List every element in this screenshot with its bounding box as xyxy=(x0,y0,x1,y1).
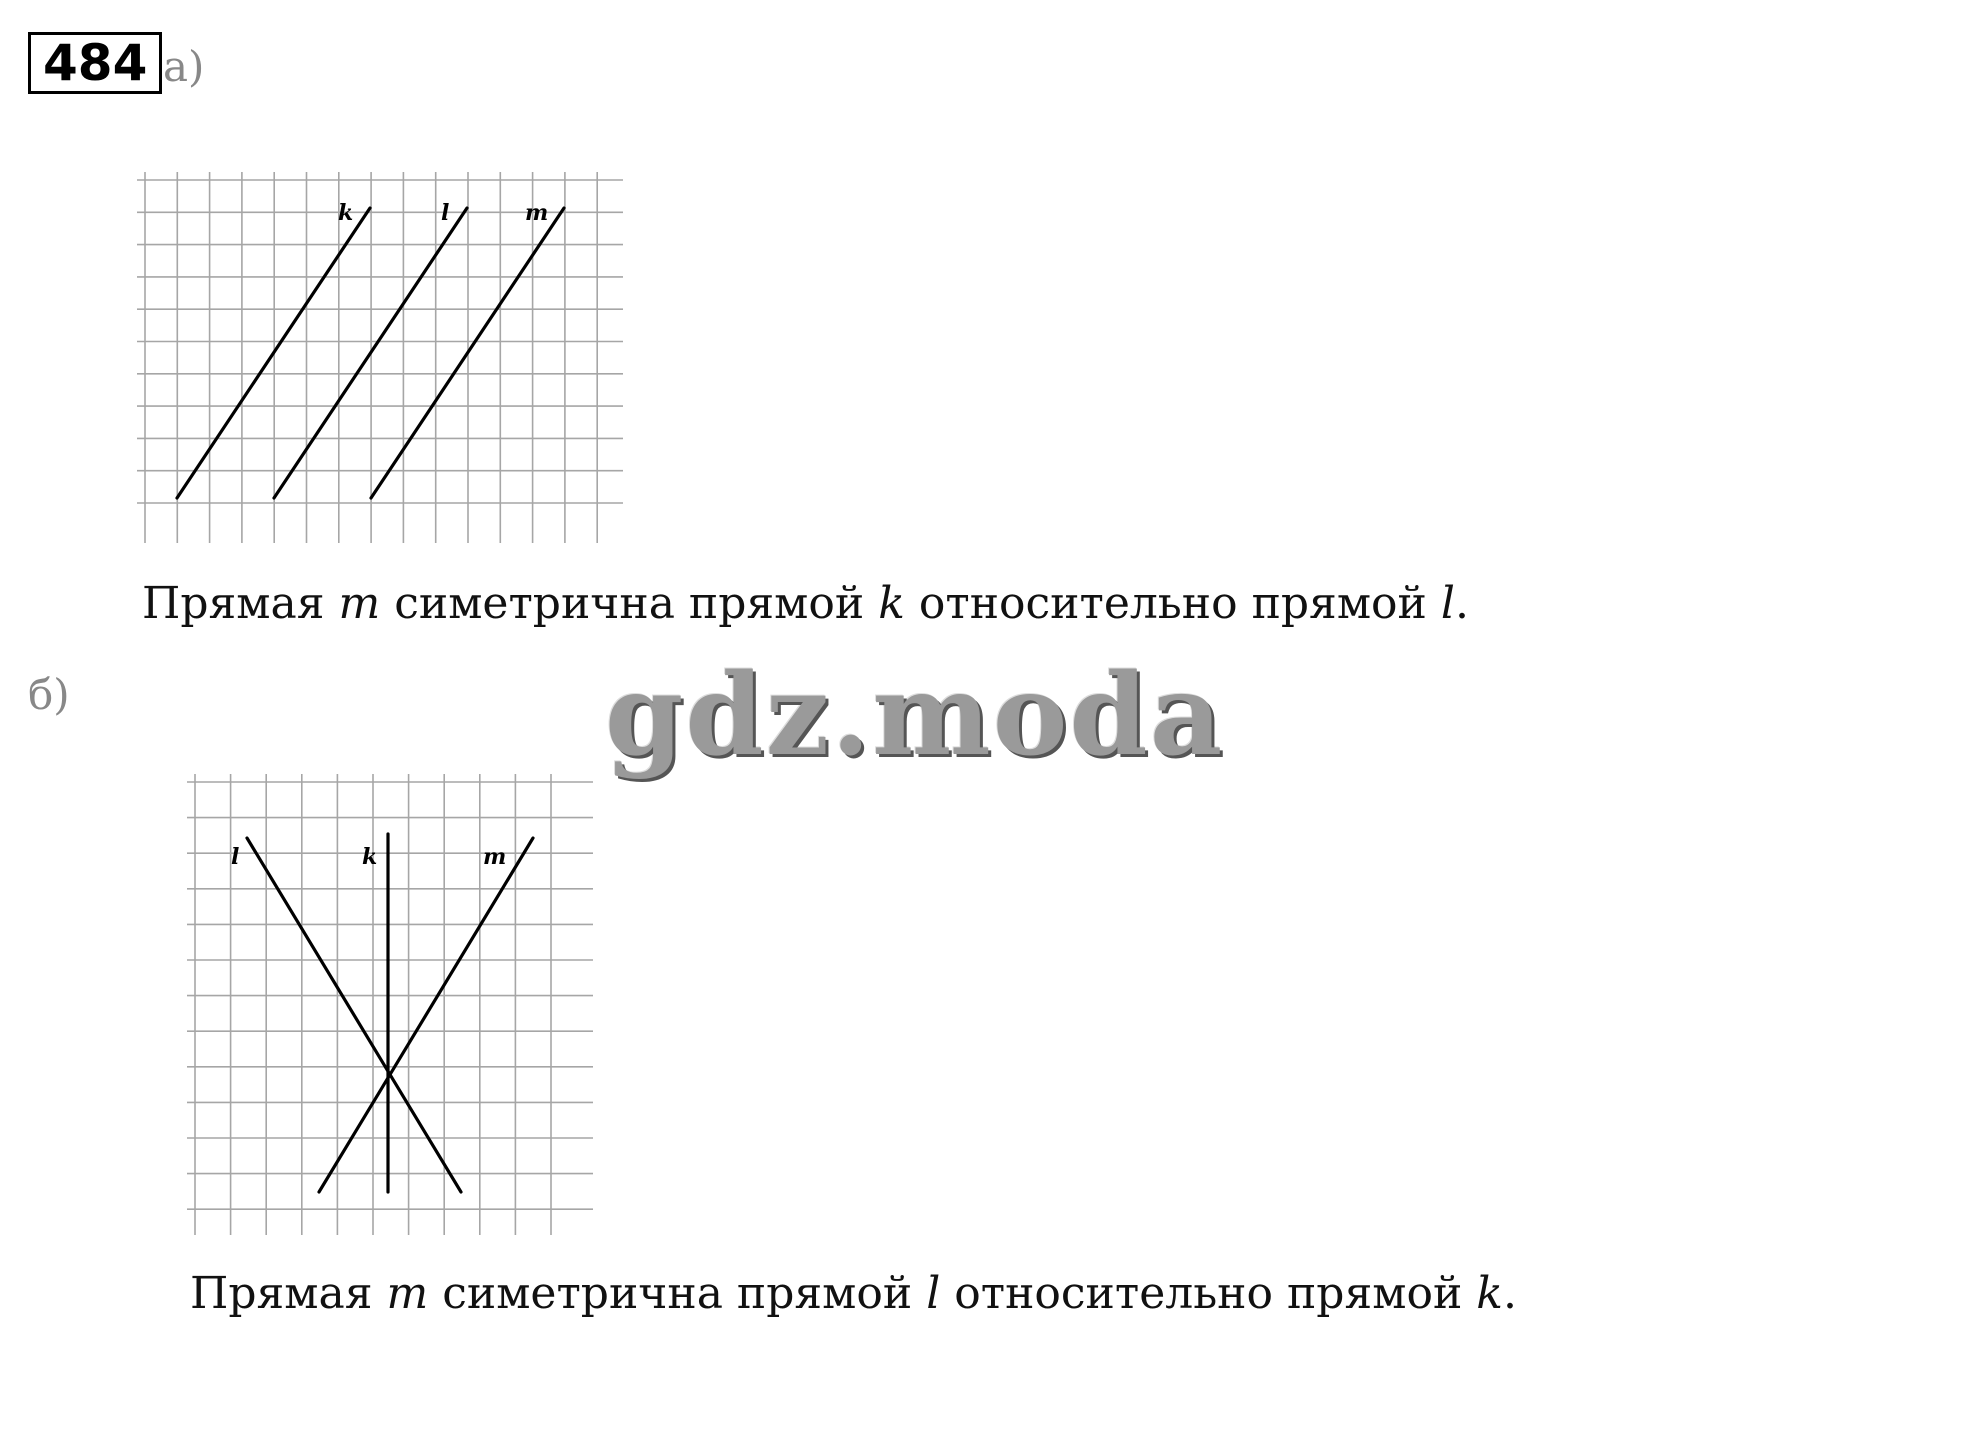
sentence-b: Прямая m симетрична прямой l относительно прямой k. xyxy=(190,1268,1517,1319)
label-b-m: m xyxy=(483,844,507,870)
figure-b xyxy=(195,782,590,1232)
part-b-label: б) xyxy=(28,670,70,719)
figure-a xyxy=(145,180,620,540)
task-number: 484 xyxy=(28,32,162,94)
watermark: gdz.moda xyxy=(605,650,1225,781)
sentence-a: Прямая m симетрична прямой k относительно прямой l. xyxy=(142,578,1469,629)
label-b-k: k xyxy=(362,844,378,870)
line-b-l xyxy=(247,838,461,1192)
label-b-l: l xyxy=(231,844,240,870)
label-a-l: l xyxy=(441,200,450,226)
grid-b xyxy=(187,774,593,1235)
part-a-label: а) xyxy=(163,42,205,91)
label-a-k: k xyxy=(338,200,354,226)
label-a-m: m xyxy=(525,200,549,226)
line-b-m xyxy=(319,838,533,1192)
